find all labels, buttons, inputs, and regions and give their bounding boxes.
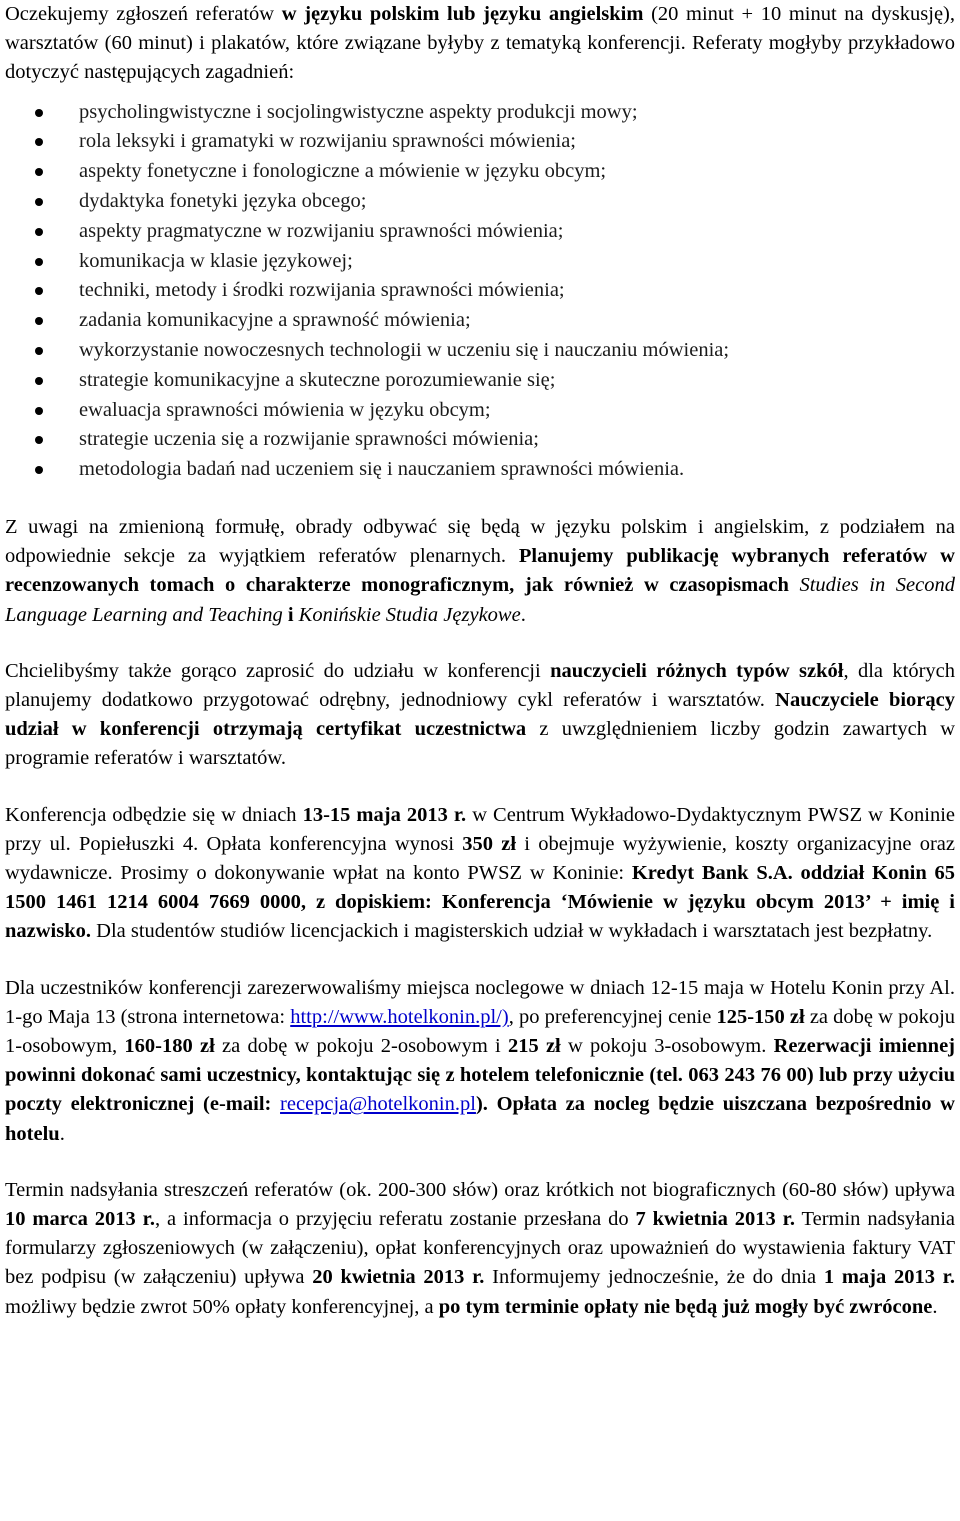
list-item: strategie komunikacyjne a skuteczne porozumiewanie się; — [5, 366, 955, 396]
conference-fee-paragraph: Konferencja odbędzie się w dniach 13-15 maja 2013 r. w Centrum Wykładowo-Dydaktycznym PWSZ w Koninie przy ul. Popiełuszki 4. Opłata konferencyjna wynosi 350 zł i obejmuje wyżywienie, koszty organizacyjne oraz wydawnicze. Prosimy o dokonywanie wpłat na konto PWSZ w Koninie: Kredyt Bank S.A. oddział Konin 65 1500 1461 1214 6004 7669 0000, z dopiskiem: Konferencja ‘Mówienie w języku obcym 2013’ + imię i nazwisko. Dla studentów studiów licencjackich i magisterskich udział w wykładach i warsztatach jest bezpłatny. — [5, 803, 955, 943]
bullet-icon — [35, 317, 43, 325]
bullet-icon — [35, 138, 43, 146]
list-item: rola leksyki i gramatyki w rozwijaniu sprawności mówienia; — [5, 127, 955, 157]
list-item: aspekty fonetyczne i fonologiczne a mówienie w języku obcym; — [5, 157, 955, 187]
list-item: zadania komunikacyjne a sprawność mówienia; — [5, 306, 955, 336]
list-item: strategie uczenia się a rozwijanie sprawności mówienia; — [5, 425, 955, 455]
list-item: techniki, metody i środki rozwijania sprawności mówienia; — [5, 276, 955, 306]
bullet-icon — [35, 287, 43, 295]
intro-paragraph — [5, 0, 955, 88]
list-item: dydaktyka fonetyki języka obcego; — [5, 187, 955, 217]
list-item: psycholingwistyczne i socjolingwistyczne aspekty produkcji mowy; — [5, 98, 955, 128]
bullet-icon — [35, 377, 43, 385]
list-item: komunikacja w klasie językowej; — [5, 247, 955, 277]
publication-paragraph: Z uwagi na zmienioną formułę, obrady odbywać się będą w języku polskim i angielskim, z podziałem na odpowiednie sekcje za wyjątkiem referatów plenarnych. Planujemy publikację wybranych referatów w recenzowanych tomach o charakterze monograficznym, jak również w czasopismach Studies in Second Language Learning and Teaching i Konińskie Studia Językowe. — [5, 515, 955, 626]
list-item: ewaluacja sprawności mówienia w języku obcym; — [5, 396, 955, 426]
bold-text: w języku polskim lub języku angielskim — [281, 3, 644, 25]
hotel-email-link[interactable]: recepcja@hotelkonin.pl — [280, 1093, 476, 1116]
deadlines-paragraph: Termin nadsyłania streszczeń referatów (ok. 200-300 słów) oraz krótkich not biograficznych (60-80 słów) upływa 10 marca 2013 r., a informacja o przyjęciu referatu zostanie przesłana do 7 kwietnia 2013 r. Termin nadsyłania formularzy zgłoszeniowych (w załączeniu), opłat konferencyjnych oraz upoważnień do wystawienia faktury VAT bez podpisu (w załączeniu) upływa 20 kwietnia 2013 r. Informujemy jednocześnie, że do dnia 1 maja 2013 r. możliwy będzie zwrot 50% opłaty konferencyjnej, a po tym terminie opłaty nie będą już mogły być zwrócone. — [5, 1178, 956, 1318]
bullet-icon — [35, 466, 43, 474]
text: (20 minut + 10 minut na dyskusję), warsztatów (60 minut) i plakatów, które związane byłyby z tematyką konferencji. Referaty mogłyby przykładowo dotyczyć następujących zagadnień: — [5, 3, 955, 84]
journal-title: Konińskie Studia Językowe — [298, 603, 521, 626]
bullet-icon — [35, 109, 43, 117]
hotel-website-link[interactable]: http://www.hotelkonin.pl/) — [290, 1005, 509, 1028]
list-item: wykorzystanie nowoczesnych technologii w uczeniu się i nauczaniu mówienia; — [5, 336, 955, 366]
bank-account: Kredyt Bank S.A. oddział Konin 65 1500 1461 1214 6004 7669 0000, z dopiskiem: Konferencja ‘Mówienie w języku obcym 2013’ + imię i nazwisko. — [5, 862, 955, 943]
list-item: metodologia badań nad uczeniem się i nauczaniem sprawności mówienia. — [5, 455, 955, 485]
topics-list — [5, 98, 955, 485]
accommodation-paragraph: Dla uczestników konferencji zarezerwowaliśmy miejsca noclegowe w dniach 12-15 maja w Hotelu Konin przy Al. 1-go Maja 13 (strona internetowa: http://www.hotelkonin.pl/), po preferencyjnej cenie 125-150 zł za dobę w pokoju 1-osobowym, 160-180 zł za dobę w pokoju 2-osobowym i 215 zł w pokoju 3-osobowym. Rezerwacji imiennej powinni dokonać sami uczestnicy, kontaktując się z hotelem telefonicznie (tel. 063 243 76 00) lub przy użyciu poczty elektronicznej (e-mail: recepcja@hotelkonin.pl). Opłata za nocleg będzie uiszczana bezpośrednio w hotelu. — [5, 976, 956, 1145]
bullet-icon — [35, 198, 43, 206]
list-item: aspekty pragmatyczne w rozwijaniu sprawności mówienia; — [5, 217, 955, 247]
teachers-paragraph: Chcielibyśmy także gorąco zaprosić do udziału w konferencji nauczycieli różnych typów szkół, dla których planujemy dodatkowo przygotować odrębny, jednodniowy cykl referatów i warsztatów. Nauczyciele biorący udział w konferencji otrzymają certyfikat uczestnictwa z uwzględnieniem liczby godzin zawartych w programie referatów i warsztatów. — [5, 659, 955, 770]
conference-dates: 13-15 maja 2013 r. — [302, 803, 467, 826]
bullet-icon — [35, 347, 43, 355]
journal-title: Studies in Second Language Learning and Teaching — [5, 574, 955, 626]
text: Oczekujemy zgłoszeń referatów — [5, 3, 282, 25]
bullet-icon — [35, 168, 43, 176]
bullet-icon — [35, 407, 43, 415]
bullet-icon — [35, 228, 43, 236]
bullet-icon — [35, 258, 43, 266]
bullet-icon — [35, 436, 43, 444]
document-page — [5, 0, 955, 1322]
fee-amount: 350 zł — [462, 832, 517, 855]
